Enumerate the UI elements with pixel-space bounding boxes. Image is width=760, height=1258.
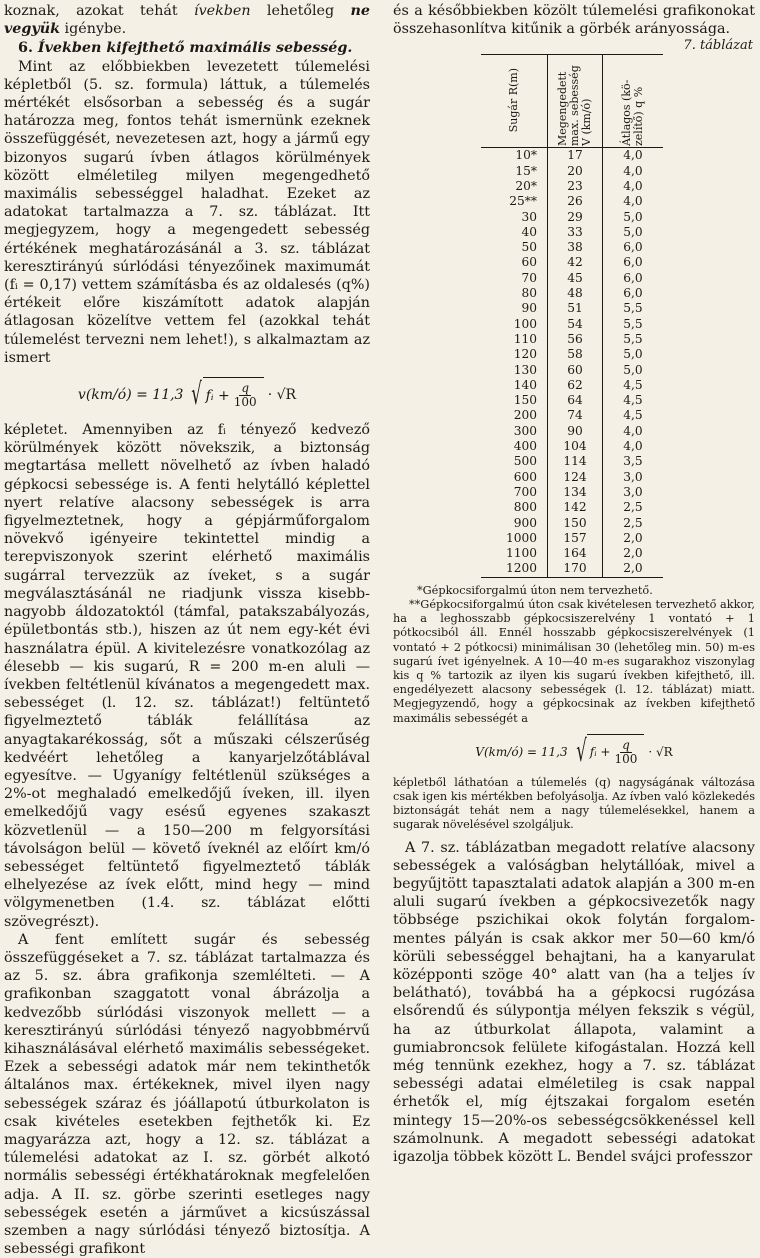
cell-radius: 70 <box>521 270 537 285</box>
cell-speed: 62 <box>548 378 603 393</box>
text-run: igénybe. <box>60 21 127 38</box>
cell-q: 5,0 <box>603 210 664 225</box>
fraction <box>615 739 638 766</box>
speed-radius-table <box>481 54 663 577</box>
cell-radius: 600 <box>513 469 537 484</box>
cell-speed: 104 <box>548 439 603 454</box>
table-row <box>481 408 663 423</box>
cell-speed: 157 <box>548 531 603 546</box>
cell-speed: 150 <box>548 516 603 531</box>
table-row <box>481 347 663 362</box>
table-row <box>481 332 663 347</box>
cell-speed: 134 <box>548 485 603 500</box>
header-radius: Sugár R(m) <box>481 55 548 148</box>
table-row <box>481 546 663 561</box>
cell-radius: 40 <box>521 224 537 239</box>
speed-formula <box>4 373 370 417</box>
cell-speed: 38 <box>548 240 603 255</box>
text-run-italic: ne vegyük <box>4 3 370 38</box>
cell-speed: 23 <box>548 179 603 194</box>
table-row <box>481 301 663 316</box>
cell-speed: 56 <box>548 332 603 347</box>
table-row <box>481 424 663 439</box>
table-row <box>481 378 663 393</box>
table-row <box>481 393 663 408</box>
cell-speed: 51 <box>548 301 603 316</box>
table-row <box>481 179 663 194</box>
paragraph-3: A fent említett sugár és sebesség összefüggéseket a 7. sz. táblázat tartalmazza és az 5. sz. ábra grafikonja szemlélteti. — A grafikonban szaggatott vonal ábrázolja a kedvezőbb súrlódási viszonyok mellett — a keresztirányú súrlódási tényező nagyobbmérvű kihasználásával elérhető maximális sebességeket. Ezek a sebességi adatok már nem tekinthetők általános max. értékeknek, mivel ilyen nagy sebességek száraz és jóállapotú útburkolaton is csak kivételes esetekben fejthetők ki. Ez magyarázza azt, hogy a 12. sz. táblázat a túlemelési adatokat az I. sz. görbét alkotó normális sebességi értékhatároknak megfelelően adja. A II. sz. görbe szerinti esetleges nagy sebességek esetén a járművet a kicsúszással szemben a nagy súrlódási tényező biztosítja. A sebességi grafikont <box>4 931 370 1258</box>
cell-q: 5,5 <box>603 301 664 316</box>
radical-sign: √ <box>575 733 587 769</box>
cell-q: 4,0 <box>603 179 664 194</box>
table-row <box>481 470 663 485</box>
section-title: Ívekben kifejthető maximális sebesség. <box>37 40 353 57</box>
cell-q: 4,5 <box>603 378 664 393</box>
table-caption: 7. táblázat <box>683 38 753 54</box>
cell-radius: 30 <box>521 209 537 224</box>
table-row <box>481 516 663 531</box>
cell-q: 3,0 <box>603 470 664 485</box>
cell-radius: 400 <box>513 439 537 454</box>
section-number: 6. <box>18 40 38 57</box>
cell-radius: 120 <box>513 347 537 362</box>
paragraph-after-formula: képletből láthatóan a túlemelés (q) nagyságának változása csak igen kis mértékben befolyásolja. Az ívben való közlekedés biztonságát tehát nem a nagy túlemelésekkel, hanem a sugarak növelésével szolgáljuk. <box>393 775 755 832</box>
cell-radius: 1200 <box>481 561 548 577</box>
radius-term: · √R <box>648 744 673 759</box>
cell-q: 4,0 <box>603 194 664 209</box>
table-row <box>481 561 663 577</box>
cell-speed: 29 <box>548 210 603 225</box>
fraction <box>234 382 257 409</box>
table-footnotes <box>393 584 755 726</box>
radius-term: · √R <box>267 387 297 404</box>
cell-radius: 130 <box>513 362 537 377</box>
text-run: koznak, azokat tehát <box>4 3 194 19</box>
table-body <box>481 148 663 577</box>
cell-speed: 54 <box>548 317 603 332</box>
table-row <box>481 454 663 469</box>
table-row <box>481 363 663 378</box>
speed-formula-2 <box>393 732 755 772</box>
cell-q: 4,0 <box>603 164 664 179</box>
cell-radius: 15* <box>515 163 537 178</box>
fraction-numerator: q <box>241 381 250 396</box>
header-speed: Megengedett max. sebesség V (km/ó) <box>548 55 603 148</box>
cell-q: 6,0 <box>603 271 664 286</box>
right-column <box>393 0 755 1166</box>
cell-radius: 80 <box>521 286 537 301</box>
cell-speed: 48 <box>548 286 603 301</box>
table-row <box>481 317 663 332</box>
cell-speed: 20 <box>548 164 603 179</box>
cell-radius: 700 <box>513 484 537 499</box>
table-row <box>481 485 663 500</box>
cell-radius: 500 <box>513 454 537 469</box>
cell-radius: 200 <box>513 408 537 423</box>
fraction-numerator: q <box>622 737 630 752</box>
cell-q: 5,0 <box>603 363 664 378</box>
cell-q: 4,0 <box>603 439 664 454</box>
friction-term: fᵢ + <box>205 387 230 404</box>
radicand <box>587 734 645 770</box>
cell-speed: 42 <box>548 255 603 270</box>
cell-q: 5,0 <box>603 225 664 240</box>
cell-q: 4,5 <box>603 408 664 423</box>
cell-q: 6,0 <box>603 255 664 270</box>
table-row <box>481 531 663 546</box>
cell-q: 5,5 <box>603 317 664 332</box>
paragraph-2: képletet. Amennyiben az fᵢ tényező kedvező körülmények között növekszik, a biztonság megtartása mellett növelhető az ívben haladó gépkocsi sebessége is. A fenti helytálló képlettel nyert relatíve alacsony sebességek is arra figyelmeztetnek, hogy a gépjárműforgalom növekvő igényeire tekintettel mindig a terepviszonyok szerint elérhető maximális sugárral tervezzük az íveket, s a sugár megválasztásánál ne riadjunk vissza kisebb-nagyobb áldozatoktól (támfal, patakszabályozás, épületbontás stb.), hiszen az út nem egy-két évi használatra épül. A kivitelezésre vonatkozólag az élesebb — kis sugarú, R = 200 m-en aluli — ívekben feltétlenül kívánatos a megengedett max. sebességet (l. 12. sz. táblázat!) feltüntető figyelmeztető táblák felállítása az anyagtakarékosság, sőt a műszaki célszerűség kedvéért lehetőleg a kanyarjelzőtáblával egyesítve. — Ugyanígy feltétlenül szükséges a 2%-ot meghaladó emelkedőjű íveken, ill. ilyen emelkedőjű vagy esésű egyenes szakaszt közvetlenül — a 150—200 m felgyorsítási távolságon belül — követő íveknél az előírt km/ó sebességet feltüntető figyelmeztető táblák elhelyezése az ívek előtt, mind hegy — mind völgymenetben (1.4. sz. táblázat előtti szövegrészt). <box>4 422 370 930</box>
cell-speed: 58 <box>548 347 603 362</box>
cell-radius: 20* <box>515 179 537 193</box>
cell-radius: 100 <box>513 316 537 331</box>
cell-speed: 17 <box>548 148 603 164</box>
table-row <box>481 194 663 209</box>
header-q: Átlagos (kö-zelítő) q % <box>603 55 664 148</box>
cell-radius: 110 <box>513 331 537 346</box>
section-heading <box>4 39 370 57</box>
cell-speed: 124 <box>548 470 603 485</box>
footnote-1: *Gépkocsiforgalmú úton nem tervezhető. <box>417 583 653 597</box>
radicand <box>203 377 264 413</box>
sqrt-expression <box>572 734 645 770</box>
table-header-row <box>481 55 663 148</box>
cell-q: 2,0 <box>603 531 664 546</box>
table-row <box>481 164 663 179</box>
cell-radius: 1100 <box>505 546 537 561</box>
cell-radius: 1000 <box>505 530 537 545</box>
cell-q: 2,0 <box>603 546 664 561</box>
cell-q: 5,5 <box>603 332 664 347</box>
formula-lhs: V(km/ó) = 11,3 <box>475 744 568 759</box>
table-row <box>481 255 663 270</box>
cell-speed: 74 <box>548 408 603 423</box>
text-run: lehetőleg <box>250 3 351 19</box>
table-row <box>481 286 663 301</box>
cell-speed: 60 <box>548 363 603 378</box>
cell-speed: 170 <box>548 561 603 577</box>
sqrt-expression <box>187 377 263 413</box>
table-row <box>481 225 663 240</box>
cell-radius: 800 <box>513 500 537 515</box>
cell-speed: 33 <box>548 225 603 240</box>
paragraph-final: A 7. sz. táblázatban megadott relatíve alacsony sebességek a valóságban helytállóak, mivel a begyűjtött tapasztalati adatok alapján a 300 m-en aluli sugarú ívekben a gépkocsivezetők nagy többsége pszichikai okok folytán forgalom-mentes pályán is csak akkor mer 50—60 km/ó körüli sebességgel behajtani, ha a kanyarulat középponti szöge 40° alatt van (ha a teljes ív belátható), továbbá ha a gépkocsi rugózása elsőrendű és súlypontja mélyen fekszik s végül, ha az útburkolat állapota, valamint a gumiabroncsok felülete kifogástalan. Hozzá kell még tennünk ezekhez, hogy a 7. sz. táblázat sebességi adatai elméletileg is csak nappal érhetők el, míg éjtszakai forgalom esetén mintegy 15—20%-os sebességcsökkenéssel kell számolnunk. A megadott sebességi adatokat igazolja többek között L. Bendel svájci professzor <box>393 839 755 1166</box>
paragraph-top <box>4 2 370 38</box>
cell-radius: 50 <box>521 240 537 255</box>
table-row <box>481 240 663 255</box>
cell-q: 5,0 <box>603 347 664 362</box>
cell-speed: 164 <box>548 546 603 561</box>
fraction-denominator: 100 <box>614 751 638 766</box>
cell-radius: 150 <box>513 393 537 408</box>
cell-speed: 45 <box>548 271 603 286</box>
cell-radius: 10* <box>515 148 537 163</box>
formula-lhs: v(km/ó) = 11,3 <box>77 387 184 404</box>
friction-term: fᵢ + <box>589 745 611 760</box>
cell-speed: 90 <box>548 424 603 439</box>
radical-sign: √ <box>191 377 203 413</box>
cell-q: 3,5 <box>603 454 664 469</box>
table-row <box>481 439 663 454</box>
text-run-italic: ívekben <box>194 3 251 19</box>
cell-speed: 64 <box>548 393 603 408</box>
footnote-2: **Gépkocsiforgalmú úton csak kivételesen tervezhető akkor, ha a leghosszabb gépkocsiszerelvény 1 vontató + 1 pótkocsiból áll. Ennél hosszabb gépkocsiszerelvények (1 vontató + 2 pótkocsi) minimálisan 30 (lehetőleg min. 50) m-es sugarú ívet igényelnek. A 10—40 m-es sugarakhoz viszonylag kis q % tartozik az ilyen kis sugarú ívekben kifejthető, ill. engedélyezett alacsony sebességek (l. 12. táblázat) miatt. Megjegyzendő, hogy a gépkocsinak az ívekben kifejthető maximális sebességét a <box>393 597 755 725</box>
cell-q: 6,0 <box>603 286 664 301</box>
table-row <box>481 271 663 286</box>
cell-q: 4,5 <box>603 393 664 408</box>
cell-radius: 140 <box>513 377 537 392</box>
paragraph-1: Mint az előbbiekben levezetett túlemelési képletből (5. sz. formula) láttuk, a túlemelés mértékét elsősorban a sebesség és a sugár határozza meg, fontos tehát ismernünk ezeknek összefüggését, nevezetesen azt, hogy a jármű egy bizonyos sugarú ívben átlagos körülmények között elméletileg milyen megengedhető maximális sebességgel haladhat. Ezeket az adatokat tartalmazza a 7. sz. táblázat. Itt megjegyzem, hogy a megengedett sebesség értékének meghatározásánál a 3. sz. táblázat keresztirányú súrlódási tényezőinek maximumát (fᵢ = 0,17) vettem számításba és az oldalesés (q%) értékeit előre kiszámított adatok alapján átlagosan közelítve vettem fel (azokkal tehát túlemelést tervezni nem lehet!), s alkalmaztam az ismert <box>4 58 370 366</box>
cell-q: 6,0 <box>603 240 664 255</box>
cell-radius: 300 <box>513 423 537 438</box>
cell-q: 2,5 <box>603 516 664 531</box>
cell-q: 2,5 <box>603 500 664 515</box>
cell-speed: 114 <box>548 454 603 469</box>
left-column <box>4 0 370 1258</box>
cell-radius: 60 <box>521 255 537 270</box>
cell-speed: 26 <box>548 194 603 209</box>
paragraph-intro: és a későbbiekben közölt túlemelési grafikonokat összehasonlítva kitűnik a görbék arányossága. <box>393 3 755 38</box>
fraction-denominator: 100 <box>233 395 257 410</box>
table-row <box>481 500 663 515</box>
table-row <box>481 148 663 164</box>
cell-q: 4,0 <box>603 424 664 439</box>
table-row <box>481 210 663 225</box>
cell-q: 4,0 <box>603 148 664 164</box>
cell-radius: 900 <box>513 515 537 530</box>
cell-q: 2,0 <box>603 561 664 577</box>
cell-radius: 25** <box>509 194 537 209</box>
cell-q: 3,0 <box>603 485 664 500</box>
cell-radius: 90 <box>521 301 537 316</box>
cell-speed: 142 <box>548 500 603 515</box>
